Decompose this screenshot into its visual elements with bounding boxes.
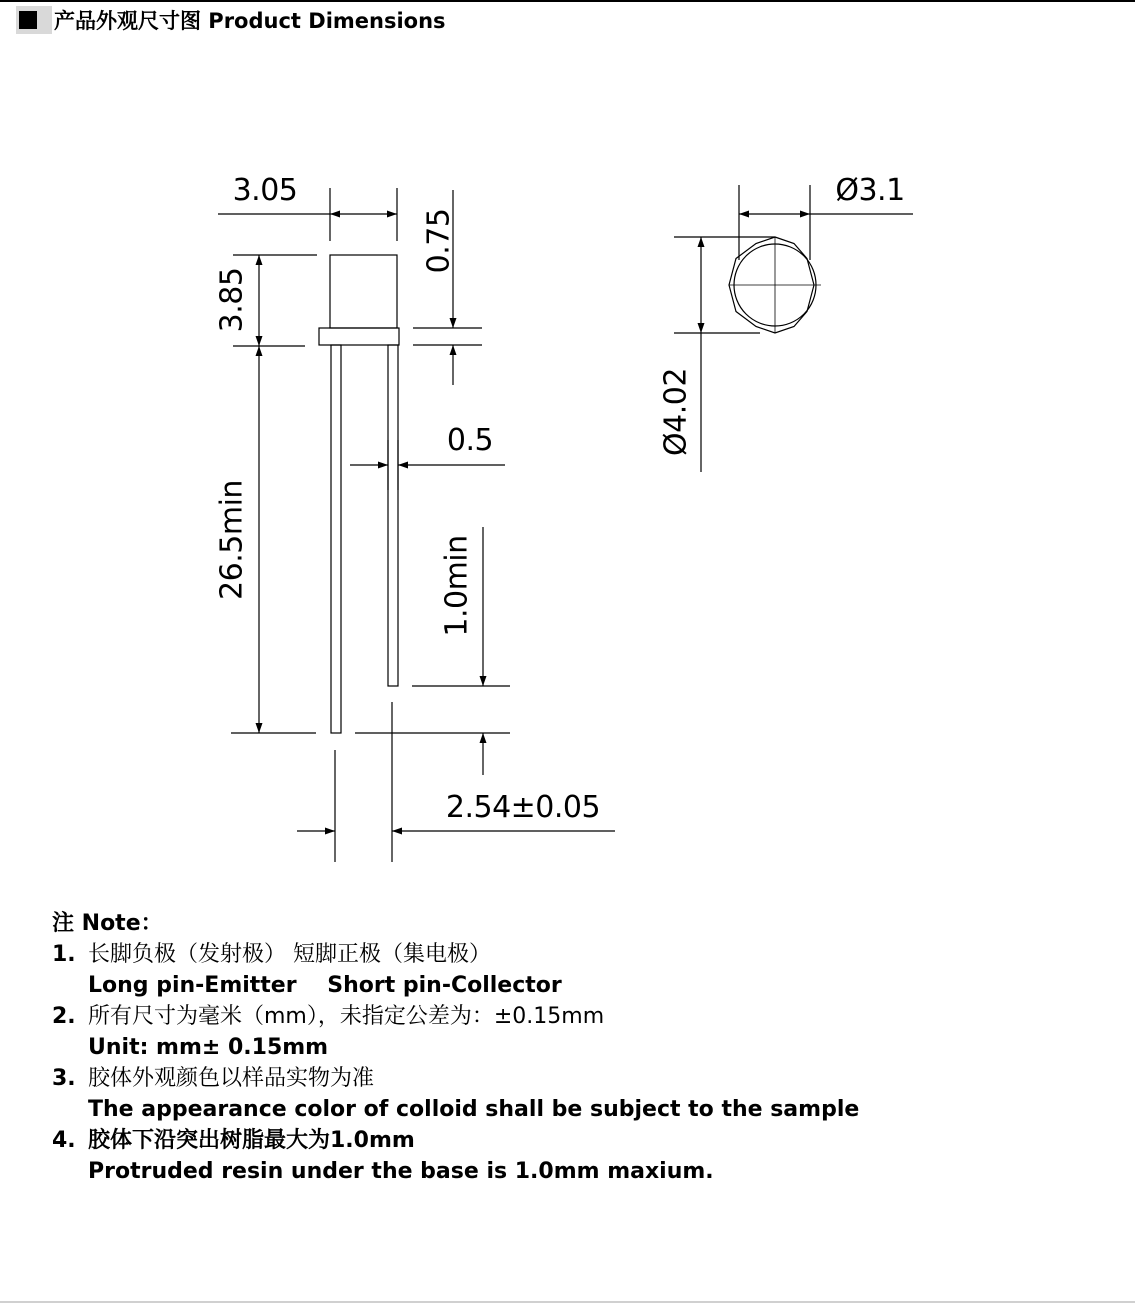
short-lead: [388, 345, 398, 686]
note-cn: 所有尺寸为毫米（mm），未指定公差为：±0.15mm: [88, 1004, 605, 1029]
note-en: Long pin-Emitter Short pin-Collector: [88, 973, 562, 998]
dim-step-label: 0.75: [421, 208, 457, 274]
bottom-rule: [0, 1301, 1135, 1303]
lens-body: [330, 255, 397, 328]
note-item: 2. 所有尺寸为毫米（mm），未指定公差为：±0.15mm Unit: mm± 0.15mm: [52, 1001, 859, 1063]
note-en: The appearance color of colloid shall be subject to the sample: [88, 1097, 860, 1122]
dim-flange-diameter-label: Ø4.02: [658, 368, 694, 456]
dim-long-lead-label: 26.5min: [214, 480, 250, 600]
note-item: 4. 胶体下沿突出树脂最大为1.0mm Protruded resin under the base is 1.0mm maxium.: [52, 1125, 859, 1187]
note-cn: 胶体下沿突出树脂最大为1.0mm: [88, 1128, 415, 1153]
note-item: 1. 长脚负极（发射极） 短脚正极（集电极） Long pin-Emitter Short pin-Collector: [52, 939, 859, 1001]
dim-lead-offset-label: 1.0min: [439, 535, 475, 637]
long-lead: [331, 345, 341, 733]
dim-pitch-label: 2.54±0.05: [445, 790, 601, 825]
dim-body-height-label: 3.85: [214, 267, 250, 333]
note-cn: 长脚负极（发射极） 短脚正极（集电极）: [88, 942, 491, 967]
dim-lens-diameter-label: Ø3.1: [835, 173, 905, 208]
note-item: 3. 胶体外观颜色以样品实物为准 The appearance color of colloid shall be subject to the sample: [52, 1063, 859, 1125]
flange: [319, 328, 399, 345]
notes-section: [52, 908, 859, 1187]
section-title: 产品外观尺寸图 Product Dimensions: [54, 9, 446, 33]
dim-width-label: 3.05: [232, 173, 298, 208]
notes-title: 注 Note：: [52, 911, 163, 936]
dim-lead-thickness-label: 0.5: [446, 423, 494, 458]
note-en: Protruded resin under the base is 1.0mm maxium.: [88, 1159, 714, 1184]
note-en: Unit: mm± 0.15mm: [88, 1035, 329, 1060]
note-cn: 胶体外观颜色以样品实物为准: [88, 1066, 375, 1091]
